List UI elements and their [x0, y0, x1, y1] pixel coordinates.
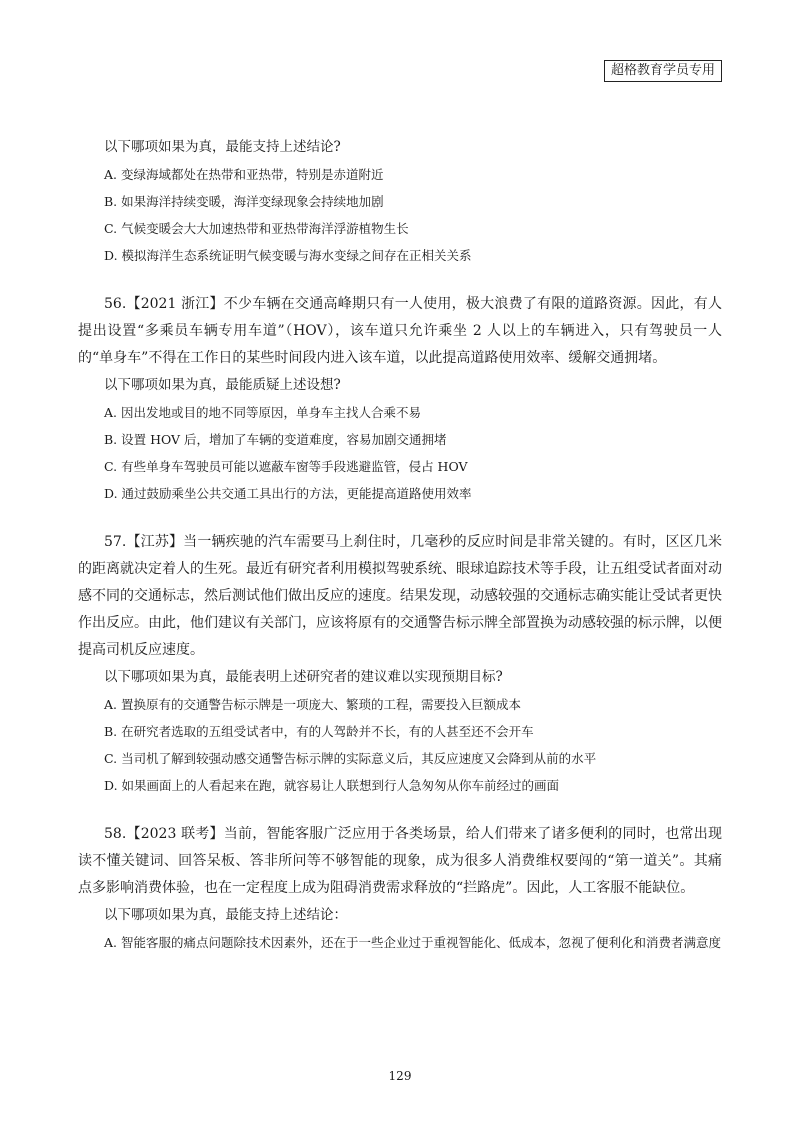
option-a: A. 因出发地或目的地不同等原因，单身车主找人合乘不易	[104, 405, 421, 420]
option-b: B. 设置 HOV 后，增加了车辆的变道难度，容易加剧交通拥堵	[104, 432, 447, 447]
question-prompt: 以下哪项如果为真，最能支持上述结论：	[104, 907, 347, 923]
header-tag: 超格教育学员专用	[604, 60, 722, 82]
question-block-55	[78, 134, 722, 269]
question-stem: 56.【2021 浙江】不少车辆在交通高峰期只有一人使用，极大浪费了有限的道路资源。因此，有人提出设置“多乘员车辆专用车道”（HOV），该车道只允许乘坐 2 人以上的车辆进入，只有驾驶员一人的“单身车”不得在工作日的某些时间段内进入该车道，以此提高道路使用效率、缓解交通拥堵。	[78, 296, 722, 366]
question-prompt: 以下哪项如果为真，最能表明上述研究者的建议难以实现预期目标?	[104, 669, 503, 685]
option-a: A. 变绿海域都处在热带和亚热带，特别是赤道附近	[104, 167, 384, 182]
question-block-56	[78, 291, 722, 507]
option-c: C. 气候变暖会大大加速热带和亚热带海洋浮游植物生长	[104, 221, 409, 236]
question-prompt: 以下哪项如果为真，最能支持上述结论?	[104, 139, 341, 155]
option-c: C. 有些单身车驾驶员可能以遮蔽车窗等手段逃避监管，侵占 HOV	[104, 459, 468, 474]
page-content	[78, 134, 722, 956]
question-block-58	[78, 821, 722, 956]
question-stem: 57.【江苏】当一辆疾驰的汽车需要马上刹住时，几毫秒的反应时间是非常关键的。有时，区区几米的距离就决定着人的生死。最近有研究者利用模拟驾驶系统、眼球追踪技术等手段，让五组受试者面对动感不同的交通标志，然后测试他们做出反应的速度。结果发现，动感较强的交通标志确实能让受试者更快作出反应。由此，他们建议有关部门，应该将原有的交通警告标示牌全部置换为动感较强的标示牌，以便提高司机反应速度。	[78, 534, 722, 658]
option-d: D. 如果画面上的人看起来在跑，就容易让人联想到行人急匆匆从你车前经过的画面	[104, 778, 560, 793]
question-prompt: 以下哪项如果为真，最能质疑上述设想?	[104, 377, 341, 393]
option-b: B. 在研究者选取的五组受试者中，有的人驾龄并不长，有的人甚至还不会开车	[104, 724, 534, 739]
option-d: D. 通过鼓励乘坐公共交通工具出行的方法，更能提高道路使用效率	[104, 486, 472, 501]
page-number: 129	[388, 1069, 412, 1083]
question-stem: 58.【2023 联考】当前，智能客服广泛应用于各类场景，给人们带来了诸多便利的同时，也常出现读不懂关键词、回答呆板、答非所问等不够智能的现象，成为很多人消费维权要闯的“第一道关”。其痛点多影响消费体验，也在一定程度上成为阻碍消费需求释放的“拦路虎”。因此，人工客服不能缺位。	[78, 826, 722, 896]
option-c: C. 当司机了解到较强动感交通警告标示牌的实际意义后，其反应速度又会降到从前的水平	[104, 751, 597, 766]
question-block-57	[78, 529, 722, 799]
option-b: B. 如果海洋持续变暖，海洋变绿现象会持续地加剧	[104, 194, 384, 209]
option-a: A. 智能客服的痛点问题除技术因素外，还在于一些企业过于重视智能化、低成本，忽视了便利化和消费者满意度	[104, 935, 721, 950]
option-d: D. 模拟海洋生态系统证明气候变暖与海水变绿之间存在正相关关系	[104, 248, 472, 263]
option-a: A. 置换原有的交通警告标示牌是一项庞大、繁琐的工程，需要投入巨额成本	[104, 697, 521, 712]
